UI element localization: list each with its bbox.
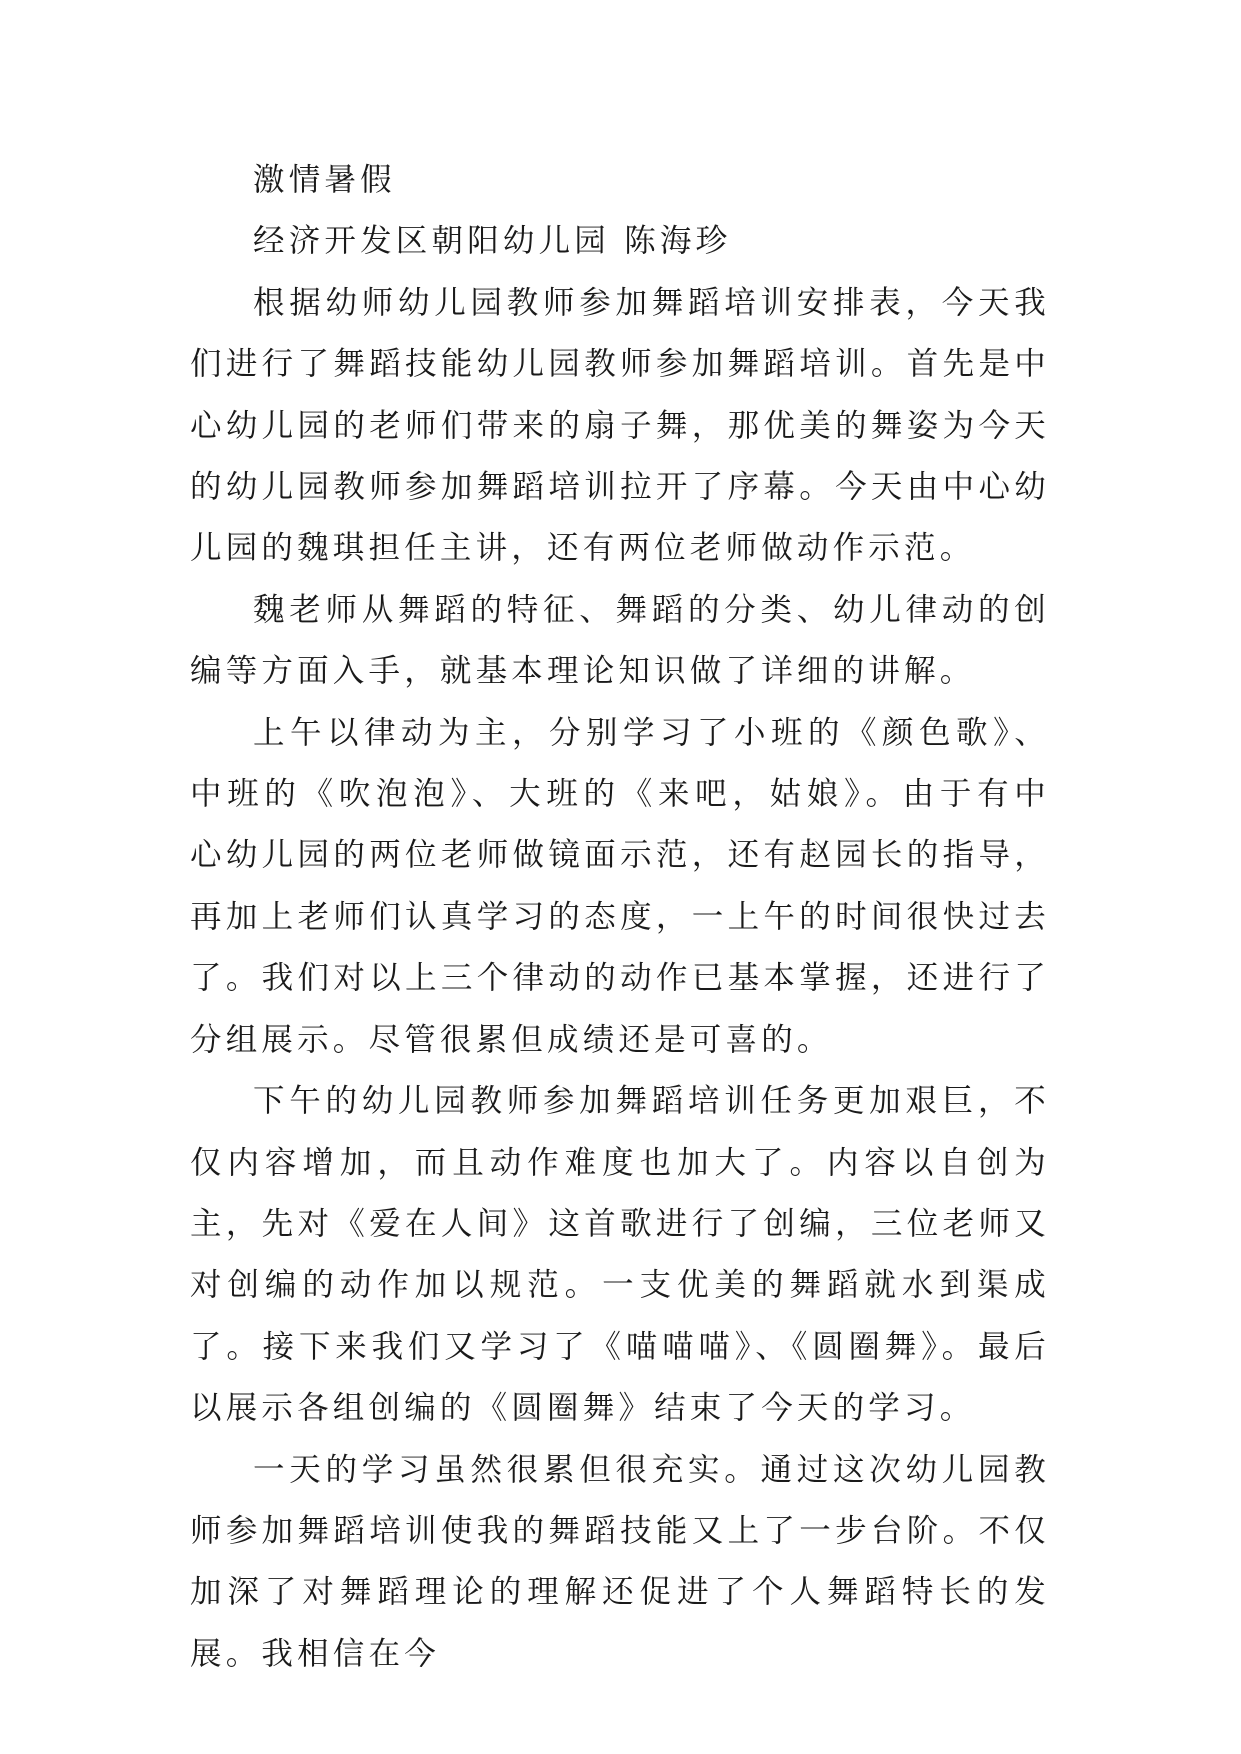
paragraph: 根据幼师幼儿园教师参加舞蹈培训安排表，今天我们进行了舞蹈技能幼儿园教师参加舞蹈培训。首先是中心幼儿园的老师们带来的扇子舞，那优美的舞姿为今天的幼儿园教师参加舞蹈培训拉开了序幕。今天由中心幼儿园的魏琪担任主讲，还有两位老师做动作示范。	[190, 284, 1050, 567]
document-body	[190, 150, 1050, 1685]
document-title: 激情暑假	[253, 162, 396, 198]
paragraph: 一天的学习虽然很累但很充实。通过这次幼儿园教师参加舞蹈培训使我的舞蹈技能又上了一步台阶。不仅加深了对舞蹈理论的理解还促进了个人舞蹈特长的发展。我相信在今	[190, 1451, 1050, 1672]
paragraph: 上午以律动为主，分别学习了小班的《颜色歌》、中班的《吹泡泡》、大班的《来吧，姑娘》。由于有中心幼儿园的两位老师做镜面示范，还有赵园长的指导，再加上老师们认真学习的态度，一上午的时间很快过去了。我们对以上三个律动的动作已基本掌握，还进行了分组展示。尽管很累但成绩还是可喜的。	[190, 714, 1050, 1058]
paragraph: 魏老师从舞蹈的特征、舞蹈的分类、幼儿律动的创编等方面入手，就基本理论知识做了详细的讲解。	[190, 591, 1050, 690]
paragraph: 下午的幼儿园教师参加舞蹈培训任务更加艰巨，不仅内容增加，而且动作难度也加大了。内容以自创为主，先对《爱在人间》这首歌进行了创编，三位老师又对创编的动作加以规范。一支优美的舞蹈就水到渠成了。接下来我们又学习了《喵喵喵》、《圆圈舞》。最后以展示各组创编的《圆圈舞》结束了今天的学习。	[190, 1083, 1050, 1427]
author-line: 经济开发区朝阳幼儿园 陈海珍	[253, 223, 732, 260]
